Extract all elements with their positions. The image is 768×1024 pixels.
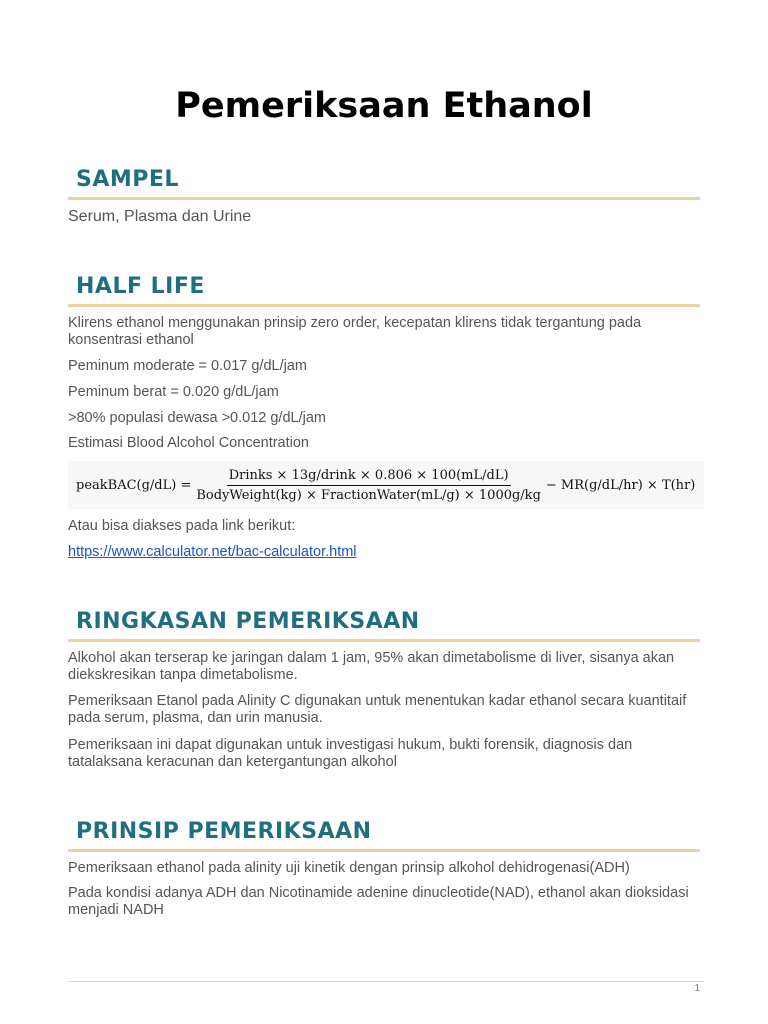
section-heading-ringkasan (68, 608, 700, 642)
bac-formula (68, 461, 704, 509)
half-life-paragraph: >80% populasi dewasa >0.012 g/dL/jam (68, 410, 326, 426)
half-life-paragraph: Estimasi Blood Alcohol Concentration (68, 435, 309, 451)
half-life-paragraph: Peminum berat = 0.020 g/dL/jam (68, 384, 279, 400)
prinsip-paragraph: Pemeriksaan ethanol pada alinity uji kinetik dengan prinsip alkohol dehidrogenasi(ADH) (68, 860, 630, 876)
link-line (68, 544, 708, 561)
page-title: Pemeriksaan Ethanol (175, 86, 593, 126)
half-life-paragraph: Peminum moderate = 0.017 g/dL/jam (68, 358, 307, 374)
ringkasan-paragraph: Pemeriksaan Etanol pada Alinity C digunakan untuk menentukan kadar ethanol secara kuantitaif pada serum, plasma, dan urin manusia. (68, 693, 687, 726)
prinsip-paragraph: Pada kondisi adanya ADH dan Nicotinamide adenine dinucleotide(NAD), ethanol akan dioksidasi menjadi NADH (68, 885, 689, 918)
ringkasan-paragraph: Pemeriksaan ini dapat digunakan untuk investigasi hukum, bukti forensik, diagnosis dan tatalaksana keracunan dan ketergantungan alkohol (68, 737, 633, 770)
footer-divider (68, 981, 704, 982)
section-title: SAMPEL (76, 167, 179, 192)
section-title: PRINSIP PEMERIKSAAN (76, 819, 372, 844)
section-title: HALF LIFE (76, 274, 205, 299)
bac-calculator-link[interactable]: https://www.calculator.net/bac-calculator.html (68, 544, 357, 560)
link-intro: Atau bisa diakses pada link berikut: (68, 518, 296, 534)
sampel-text: Serum, Plasma dan Urine (68, 208, 252, 225)
half-life-paragraph: Klirens ethanol menggunakan prinsip zero order, kecepatan klirens tidak tergantung pada konsentrasi ethanol (68, 315, 642, 348)
ringkasan-paragraph: Alkohol akan terserap ke jaringan dalam 1 jam, 95% akan dimetabolisme di liver, sisanya akan diekskresikan tanpa dimetabolisme. (68, 650, 675, 683)
section-heading-sampel (68, 166, 700, 200)
formula-fraction (196, 468, 541, 503)
formula-lhs: peakBAC(g/dL) = (76, 477, 192, 493)
formula-rhs: − MR(g/dL/hr) × T(hr) (545, 477, 696, 493)
section-heading-prinsip (68, 818, 700, 852)
section-heading-half-life (68, 273, 700, 307)
formula-denominator: BodyWeight(kg) × FractionWater(mL/g) × 1000g/kg (196, 487, 541, 503)
formula-numerator: Drinks × 13g/drink × 0.806 × 100(mL/dL) (227, 468, 511, 486)
section-title: RINGKASAN PEMERIKSAAN (76, 609, 420, 634)
page-number: 1 (694, 983, 700, 994)
